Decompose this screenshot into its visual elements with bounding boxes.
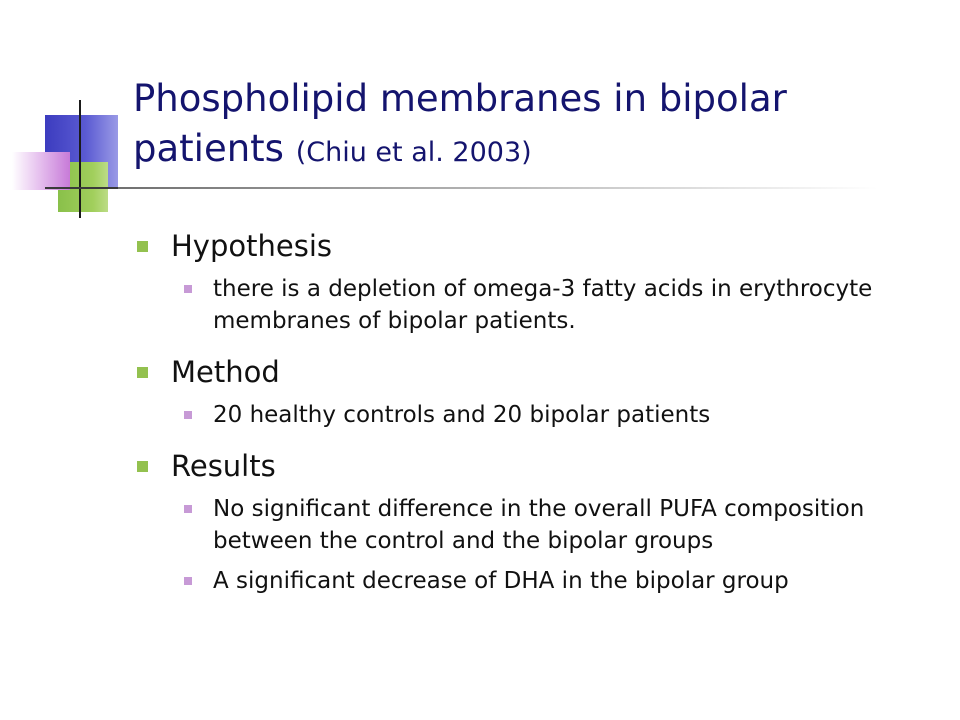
slide-title xyxy=(133,74,913,178)
title-citation: (Chiu et al. 2003) xyxy=(295,137,532,168)
small-square-bullet-icon xyxy=(184,505,192,513)
sub-bullet xyxy=(184,273,937,337)
sub-bullet xyxy=(184,493,937,557)
decorative-vertical-line xyxy=(79,100,81,218)
square-bullet-icon xyxy=(137,367,148,378)
bullet-method xyxy=(137,353,937,391)
title-underline-rule xyxy=(118,187,878,189)
square-bullet-icon xyxy=(137,241,148,252)
bullet-results xyxy=(137,447,937,485)
sub-bullet-text: No significant difference in the overall PUFA composition between the control and the bipolar groups xyxy=(213,496,865,554)
sub-bullet-text: A significant decrease of DHA in the bipolar group xyxy=(213,568,789,594)
section-heading: Hypothesis xyxy=(171,229,332,263)
sub-bullet xyxy=(184,399,937,431)
sub-bullet-text: there is a depletion of omega-3 fatty acids in erythrocyte membranes of bipolar patients. xyxy=(213,276,873,334)
sub-bullet xyxy=(184,565,937,597)
section-heading: Method xyxy=(171,355,280,389)
small-square-bullet-icon xyxy=(184,577,192,585)
title-main-text: Phospholipid membranes in bipolar patients xyxy=(133,77,787,170)
bullet-hypothesis xyxy=(137,227,937,265)
section-heading: Results xyxy=(171,449,276,483)
decorative-pink-square xyxy=(12,152,70,190)
small-square-bullet-icon xyxy=(184,285,192,293)
small-square-bullet-icon xyxy=(184,411,192,419)
slide-body xyxy=(137,221,937,597)
sub-bullet-text: 20 healthy controls and 20 bipolar patients xyxy=(213,402,711,428)
square-bullet-icon xyxy=(137,461,148,472)
